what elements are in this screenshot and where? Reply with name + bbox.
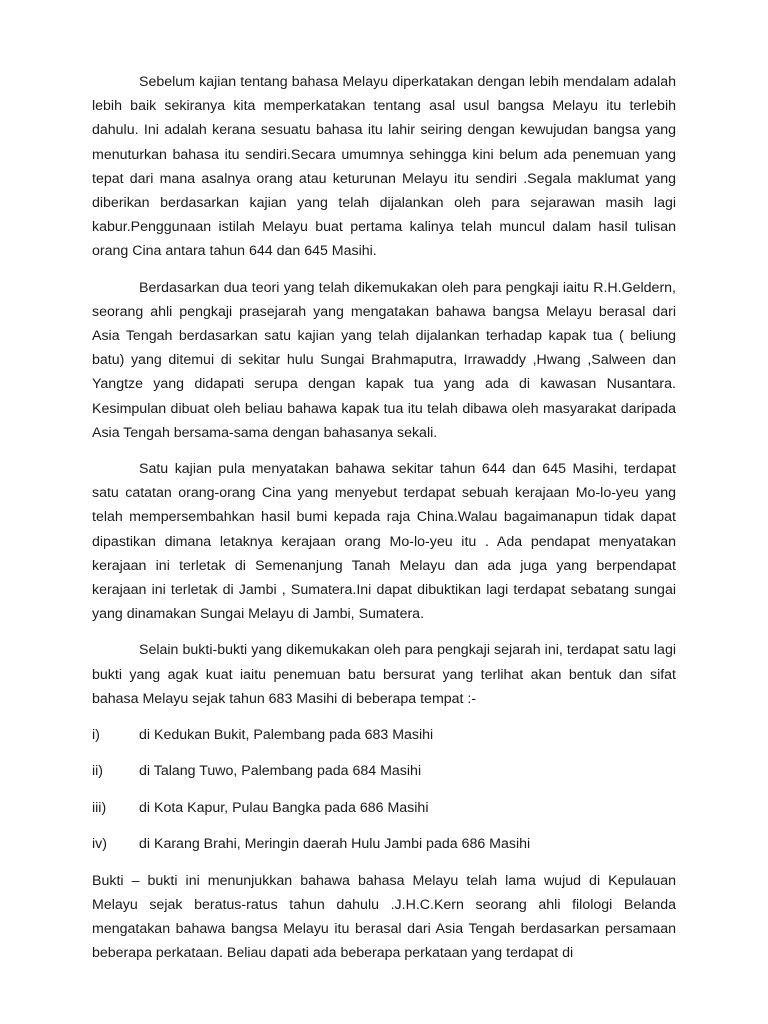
inscription-list <box>92 723 676 856</box>
list-item-text: di Karang Brahi, Meringin daerah Hulu Jambi pada 686 Masihi <box>139 836 531 853</box>
document-page <box>92 70 676 977</box>
list-item-number: iv) <box>92 836 107 853</box>
list-item <box>92 832 676 856</box>
list-item-number: ii) <box>92 763 104 780</box>
list-item <box>92 796 676 820</box>
paragraph-intro: Sebelum kajian tentang bahasa Melayu diperkatakan dengan lebih mendalam adalah lebih baik sekiranya kita memperkatakan tentang asal usul bangsa Melayu itu terlebih dahulu. Ini adalah kerana sesuatu bahasa itu lahir seiring dengan kewujudan bangsa yang menuturkan bahasa itu sendiri.Secara umumnya sehingga kini belum ada penemuan yang tepat dari mana asalnya orang atau keturunan Melayu itu sendiri .Segala maklumat yang diberikan berdasarkan kajian yang telah dijalankan oleh para sejarawan masih lagi kabur.Penggunaan istilah Melayu buat pertama kalinya telah muncul dalam hasil tulisan orang Cina antara tahun 644 dan 645 Masihi. <box>92 74 676 260</box>
list-item-number: i) <box>92 727 100 744</box>
paragraph-geldern-theory: Berdasarkan dua teori yang telah dikemukakan oleh para pengkaji iaitu R.H.Geldern, seorang ahli pengkaji prasejarah yang mengatakan bahawa bangsa Melayu berasal dari Asia Tengah berdasarkan satu kajian yang telah dijalankan terhadap kapak tua ( beliung batu) yang ditemui di sekitar hulu Sungai Brahmaputra, Irrawaddy ,Hwang ,Salween dan Yangtze yang didapati serupa dengan kapak tua yang ada di kawasan Nusantara. Kesimpulan dibuat oleh beliau bahawa kapak tua itu telah dibawa oleh masyarakat daripada Asia Tengah bersama-sama dengan bahasanya sekali. <box>92 279 676 441</box>
paragraph-closing: Bukti – bukti ini menunjukkan bahawa bahasa Melayu telah lama wujud di Kepulauan Melayu sejak beratus-ratus tahun dahulu .J.H.C.Kern seorang ahli filologi Belanda mengatakan bahawa bangsa Melayu itu berasal dari Asia Tengah berdasarkan persamaan beberapa perkataan. Beliau dapati ada beberapa perkataan yang terdapat di <box>92 872 676 962</box>
paragraph-chinese-record: Satu kajian pula menyatakan bahawa sekitar tahun 644 dan 645 Masihi, terdapat satu catatan orang-orang Cina yang menyebut terdapat sebuah kerajaan Mo-lo-yeu yang telah mempersembahkan hasil bumi kepada raja China.Walau bagaimanapun tidak dapat dipastikan dimana letaknya kerajaan orang Mo-lo-yeu itu . Ada pendapat menyatakan kerajaan ini terletak di Semenanjung Tanah Melayu dan ada juga yang berpendapat kerajaan ini terletak di Jambi , Sumatera.Ini dapat dibuktikan lagi terdapat sebatang sungai yang dinamakan Sungai Melayu di Jambi, Sumatera. <box>92 461 676 623</box>
paragraph-inscription-evidence: Selain bukti-bukti yang dikemukakan oleh para pengkaji sejarah ini, terdapat satu lagi bukti yang agak kuat iaitu penemuan batu bersurat yang terlihat akan bentuk dan sifat bahasa Melayu sejak tahun 683 Masihi di beberapa tempat :- <box>92 642 676 707</box>
list-item-text: di Talang Tuwo, Palembang pada 684 Masihi <box>139 763 422 780</box>
list-item <box>92 759 676 783</box>
list-item <box>92 723 676 747</box>
list-item-number: iii) <box>92 799 107 816</box>
list-item-text: di Kota Kapur, Pulau Bangka pada 686 Masihi <box>139 799 429 816</box>
list-item-text: di Kedukan Bukit, Palembang pada 683 Masihi <box>139 727 434 744</box>
